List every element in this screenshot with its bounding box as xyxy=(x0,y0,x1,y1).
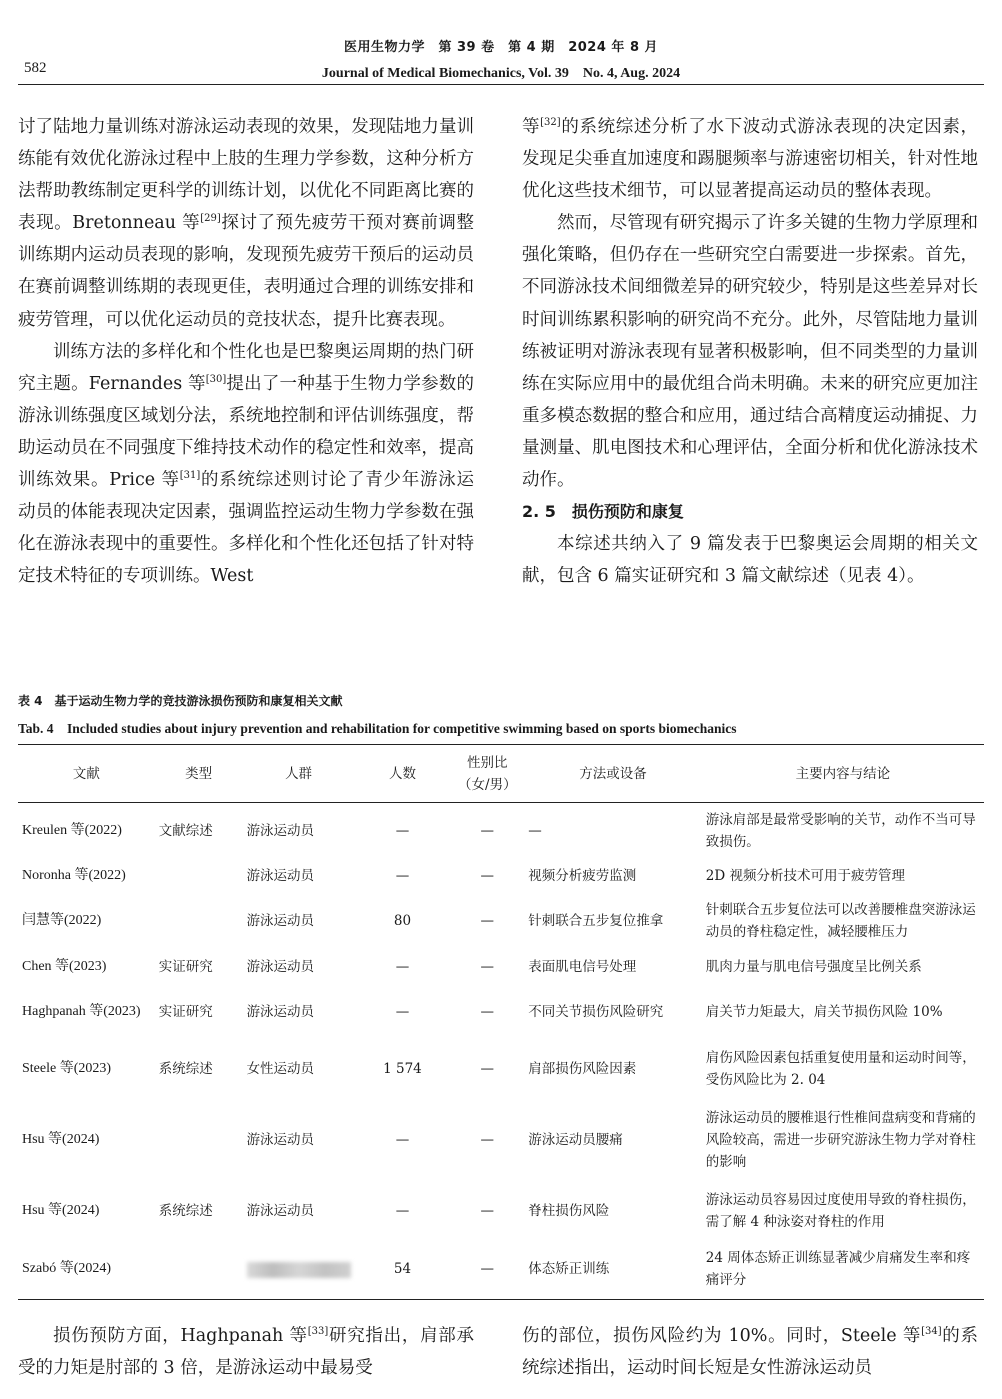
cell-count: — xyxy=(395,823,410,839)
cell-population: 游泳运动员 xyxy=(246,1203,315,1219)
cell-count: 1 574 xyxy=(383,1061,422,1077)
table-top-rule xyxy=(18,744,984,745)
cell-method: 不同关节损伤风险研究 xyxy=(528,1004,664,1020)
citation-ref: [33] xyxy=(307,1326,329,1337)
left-paragraph-2 xyxy=(18,336,474,593)
text-run: 研究指出，肩部承受的力矩是肘部的 3 倍，是游泳运动中最易受 xyxy=(18,1326,475,1379)
header-rule xyxy=(18,84,984,85)
table-row xyxy=(18,950,984,984)
right-paragraph-2: 然而，尽管现有研究揭示了许多关键的生物力学原理和强化策略，但仍存在一些研究空白需要进一步探索。首先，不同游泳技术间细微差异的研究较少，特别是这些差异对长时间训练累积影响的研究尚不充分。此外，尽管陆地力量训练被证明对游泳表现有显著积极影响，但不同类型的力量训练在实际应用中的最优组合尚未明确。未来的研究应更加注重多模态数据的整合和应用，通过结合高精度运动捕捉、力量测量、肌电图技术和心理评估，全面分析和优化游泳技术动作。 xyxy=(522,213,978,491)
text-run: 的系统综述分析了水下波动式游泳表现的决定因素，发现足尖垂直加速度和踢腿频率与游速密切相关，针对性地优化这些技术细节，可以显著提高运动员的整体表现。 xyxy=(522,117,979,202)
cell-literature: 闫慧等(2022) xyxy=(22,913,102,928)
cell-content: 2D 视频分析技术可用于疲劳管理 xyxy=(705,868,905,884)
col-header-content: 主要内容与结论 xyxy=(795,766,891,782)
col-header-count: 人数 xyxy=(388,766,416,782)
text-run: 探讨了预先疲劳干预对赛前调整训练期内运动员表现的影响，发现预先疲劳干预后的运动员在赛前调整训练期的表现更佳，表明通过合理的训练安排和疲劳管理，可以优化运动员的竞技状态，提升比赛表现。 xyxy=(18,213,474,330)
citation-ref: [29] xyxy=(200,213,221,225)
cell-sex-ratio: — xyxy=(480,868,495,884)
cell-count: — xyxy=(395,1203,410,1219)
cell-content: 游泳运动员容易因过度使用导致的脊柱损伤，需了解 4 种泳姿对脊柱的作用 xyxy=(705,1192,976,1230)
cell-population: 游泳运动员 xyxy=(246,913,315,929)
cell-sex-ratio: — xyxy=(480,823,495,839)
cell-sex-ratio: — xyxy=(480,1061,495,1077)
col-header-sex-ratio xyxy=(450,746,524,802)
bottom-right-paragraph xyxy=(522,1320,978,1384)
journal-header-en: Journal of Medical Biomechanics, Vol. 39 No. 4, Aug. 2024 xyxy=(321,66,681,81)
cell-sex-ratio: — xyxy=(480,913,495,929)
table-row xyxy=(18,1182,984,1240)
text-run: 训练方法的多样化和个性化也是巴黎奥运周期的热门研究主题。Fernandes 等 xyxy=(18,341,474,394)
cell-literature: Kreulen 等(2022) xyxy=(22,823,122,838)
table-caption-en: Tab. 4 Included studies about injury prevention and rehabilitation for competitive swimming based on sports biomechanics xyxy=(18,721,737,736)
cell-content: 游泳运动员的腰椎退行性椎间盘病变和背痛的风险较高，需进一步研究游泳生物力学对脊柱的影响 xyxy=(705,1110,976,1170)
citation-ref: [31] xyxy=(179,470,201,482)
cell-literature: Szabó 等(2024) xyxy=(22,1261,112,1276)
col-header-literature: 文献 xyxy=(72,766,100,782)
header-text: 性别比 xyxy=(467,755,508,771)
table-row xyxy=(18,1040,984,1098)
cell-literature: Haghpanah 等(2023) xyxy=(22,1004,141,1019)
cell-population: 女性运动员 xyxy=(246,1061,315,1077)
text-run: 伤的部位，损伤风险约为 10%。同时，Steele 等 xyxy=(522,1326,922,1346)
cell-sex-ratio: — xyxy=(480,1004,495,1020)
citation-ref: [32] xyxy=(540,117,561,128)
cell-type xyxy=(155,892,243,950)
bottom-left-paragraph xyxy=(18,1320,474,1384)
cell-sex-ratio: — xyxy=(480,1132,495,1148)
table-4 xyxy=(18,746,984,1298)
table-bottom-rule xyxy=(18,1299,984,1300)
cell-type xyxy=(155,1098,243,1182)
header-text: （女/男） xyxy=(458,777,517,793)
table-row xyxy=(18,892,984,950)
left-column xyxy=(18,111,474,592)
text-run: 的系统综述指出，运动时间长短是女性游泳运动员 xyxy=(522,1326,978,1379)
cell-content: 针刺联合五步复位法可以改善腰椎盘突游泳运动员的脊柱稳定性，减轻腰椎压力 xyxy=(705,902,976,940)
table-caption-cn: 表 4 基于运动生物力学的竞技游泳损伤预防和康复相关文献 xyxy=(18,694,343,708)
redacted-block xyxy=(247,1262,351,1278)
cell-method: 表面肌电信号处理 xyxy=(528,959,637,975)
citation-ref: [30] xyxy=(205,373,227,385)
cell-literature: Steele 等(2023) xyxy=(22,1061,112,1076)
cell-population: 游泳运动员 xyxy=(246,959,315,975)
cell-literature: Chen 等(2023) xyxy=(22,959,107,974)
cell-count: — xyxy=(395,959,410,975)
table-row xyxy=(18,802,984,860)
right-paragraph-3: 本综述共纳入了 9 篇发表于巴黎奥运会周期的相关文献，包含 6 篇实证研究和 3 篇文献综述（见表 4）。 xyxy=(522,534,978,587)
cell-type: 系统综述 xyxy=(158,1061,213,1077)
cell-type xyxy=(155,1240,243,1298)
right-column xyxy=(522,111,978,592)
cell-content: 24 周体态矫正训练显著减少肩痛发生率和疼痛评分 xyxy=(705,1250,971,1288)
cell-literature: Hsu 等(2024) xyxy=(22,1203,100,1218)
cell-type: 系统综述 xyxy=(158,1203,213,1219)
cell-count: 80 xyxy=(393,913,412,929)
left-paragraph-1 xyxy=(18,111,474,336)
cell-count: — xyxy=(395,868,410,884)
text-run: 的系统综述则讨论了青少年游泳运动员的体能表现决定因素，强调监控运动生物力学参数在强化在游泳表现中的重要性。多样化和个性化还包括了针对特定技术特征的专项训练。West xyxy=(18,470,474,587)
section-heading: 2. 5 损伤预防和康复 xyxy=(522,502,684,522)
cell-population: 游泳运动员 xyxy=(246,823,315,839)
text-run: 等 xyxy=(522,117,541,137)
col-header-method: 方法或设备 xyxy=(579,766,647,782)
cell-type: 文献综述 xyxy=(158,823,213,839)
journal-header-cn: 医用生物力学 第 39 卷 第 4 期 2024 年 8 月 xyxy=(343,40,659,55)
text-run: 提出了一种基于生物力学参数的游泳训练强度区域划分法，系统地控制和评估训练强度，帮助运动员在不同强度下维持技术动作的稳定性和效率，提高训练效果。Price 等 xyxy=(18,373,475,491)
cell-count: — xyxy=(395,1132,410,1148)
cell-population: 游泳运动员 xyxy=(246,1132,315,1148)
table-header-row xyxy=(18,746,984,802)
cell-population-redacted xyxy=(243,1240,355,1298)
cell-method: 肩部损伤风险因素 xyxy=(528,1061,637,1077)
cell-population: 游泳运动员 xyxy=(246,1004,315,1020)
cell-type: 实证研究 xyxy=(158,959,213,975)
bottom-right-column xyxy=(522,1320,978,1384)
cell-type: 实证研究 xyxy=(158,1004,213,1020)
table-row xyxy=(18,984,984,1040)
table-row xyxy=(18,1098,984,1182)
col-header-population: 人群 xyxy=(285,766,313,782)
cell-method: 视频分析疲劳监测 xyxy=(528,868,637,884)
cell-literature: Hsu 等(2024) xyxy=(22,1132,100,1147)
text-run: 损伤预防方面，Haghpanah 等 xyxy=(53,1326,308,1346)
col-header-type: 类型 xyxy=(185,766,213,782)
cell-literature: Noronha 等(2022) xyxy=(22,868,126,883)
cell-method: 针刺联合五步复位推拿 xyxy=(528,913,664,929)
cell-method: 游泳运动员腰痛 xyxy=(528,1132,623,1148)
cell-sex-ratio: — xyxy=(480,1261,495,1277)
cell-type xyxy=(155,860,243,892)
text-run: 讨了陆地力量训练对游泳运动表现的效果，发现陆地力量训练能有效优化游泳过程中上肢的生理力学参数，这种分析方法帮助教练制定更科学的训练计划，以优化不同距离比赛的表现。Bretonneau 等 xyxy=(18,117,474,234)
cell-content: 肌肉力量与肌电信号强度呈比例关系 xyxy=(705,959,922,975)
page-number: 582 xyxy=(24,60,47,76)
cell-content: 肩关节力矩最大，肩关节损伤风险 10% xyxy=(705,1004,943,1020)
cell-count: 54 xyxy=(393,1261,412,1277)
cell-count: — xyxy=(395,1004,410,1020)
table-row xyxy=(18,860,984,892)
cell-population: 游泳运动员 xyxy=(246,868,315,884)
cell-method: — xyxy=(528,823,542,839)
cell-content: 游泳肩部是最常受影响的关节，动作不当可导致损伤。 xyxy=(705,812,976,850)
cell-method: 脊柱损伤风险 xyxy=(528,1203,610,1219)
cell-sex-ratio: — xyxy=(480,1203,495,1219)
cell-method: 体态矫正训练 xyxy=(528,1261,610,1277)
cell-content: 肩伤风险因素包括重复使用量和运动时间等，受伤风险比为 2. 04 xyxy=(705,1050,976,1088)
cell-sex-ratio: — xyxy=(480,959,495,975)
bottom-left-column xyxy=(18,1320,474,1384)
right-paragraph-1 xyxy=(522,111,978,207)
table-row xyxy=(18,1240,984,1298)
citation-ref: [34] xyxy=(921,1326,942,1337)
